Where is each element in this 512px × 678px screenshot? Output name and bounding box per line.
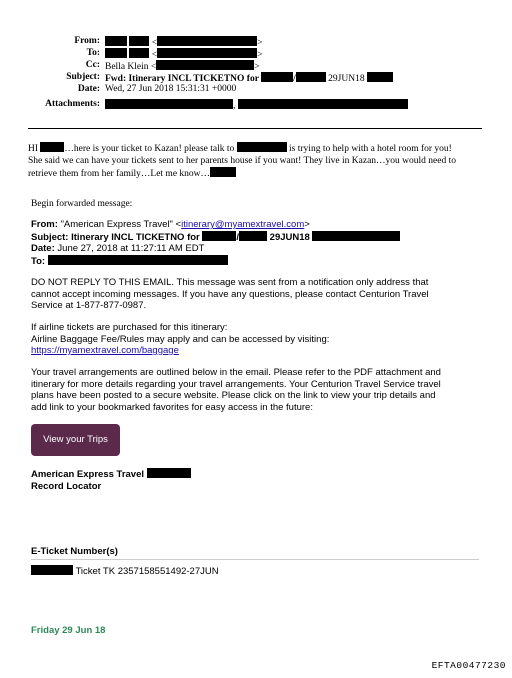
from-email-link[interactable]: itinerary@myamextravel.com [181, 219, 305, 230]
redaction [238, 99, 408, 109]
redaction [210, 167, 236, 177]
redaction [261, 72, 293, 82]
redaction [40, 142, 64, 152]
date-value: Wed, 27 Jun 2018 15:31:31 +0000 [105, 84, 237, 94]
redaction [156, 60, 254, 70]
eticket-header: E-Ticket Number(s) [31, 546, 118, 557]
subject-value: Fwd: Itinerary INCL TICKETNO for / 29JUN18 [105, 72, 393, 85]
cc-value: Bella Klein < > [105, 62, 260, 72]
redaction [157, 36, 257, 46]
attachments-value[interactable]: , [105, 99, 408, 112]
redaction [147, 468, 191, 478]
redaction [296, 72, 326, 82]
fwd-date-row: Date: June 27, 2018 at 11:27:11 AM EDT [31, 243, 205, 254]
message-line-1: HI …here is your ticket to Kazan! please talk to is trying to help with a hotel room for you! [28, 144, 452, 154]
redaction [105, 36, 127, 46]
date-label: Date: [77, 84, 100, 94]
redaction [129, 48, 149, 58]
redaction [312, 231, 400, 241]
redaction [239, 231, 267, 241]
to-value: < > [105, 48, 262, 61]
redaction [105, 99, 233, 109]
redaction [129, 36, 149, 46]
subject-label: Subject: [66, 72, 100, 82]
fwd-to-row: To: [31, 255, 486, 268]
personal-message [28, 142, 490, 181]
from-label: From: [74, 36, 100, 46]
record-locator-label: Record Locator [31, 480, 102, 492]
from-value: < > [105, 36, 262, 49]
record-locator-block [31, 468, 486, 492]
begin-forwarded: Begin forwarded message: [31, 199, 133, 209]
fwd-from-row: From: "American Express Travel" <itinerary@myamextravel.com> [31, 219, 310, 230]
forwarded-header [31, 219, 486, 267]
attachments-label: Attachments: [45, 99, 100, 109]
redaction [157, 48, 257, 58]
baggage-link[interactable]: https://myamextravel.com/baggage [31, 345, 179, 356]
fwd-subject-row: Subject: Itinerary INCL TICKETNO for / 29JUN18 [31, 231, 486, 244]
notice-paragraph: DO NOT REPLY TO THIS EMAIL. This message was sent from a notification only address that cannot accept incoming messages. If you have any questions, please contact Centurion Travel Service at 1-877-877-0987. [31, 277, 429, 311]
document-id: EFTA00477230 [431, 660, 506, 671]
redaction [48, 255, 228, 265]
header-divider [28, 128, 482, 129]
to-label: To: [86, 48, 100, 58]
message-line-3: retrieve them from her family…Let me know… [28, 167, 490, 181]
redaction [105, 48, 127, 58]
redaction [202, 231, 236, 241]
eticket-divider [31, 559, 479, 560]
cc-label: Cc: [85, 60, 100, 70]
redaction [31, 565, 73, 575]
view-trips-button[interactable]: View your Trips [31, 424, 120, 456]
redaction [237, 142, 287, 152]
redaction [367, 72, 393, 82]
amex-label: American Express Travel [31, 469, 145, 480]
message-line-2: She said we can have your tickets sent to her parents house if you want! They live in Kazan…you would need to [28, 155, 457, 166]
date-heading: Friday 29 Jun 18 [31, 625, 106, 636]
baggage-paragraph: If airline tickets are purchased for this itinerary: Airline Baggage Fee/Rules may apply and can be accessed by visiting: https://myamextravel.com/baggage [31, 322, 330, 356]
arrangements-paragraph: Your travel arrangements are outlined below in the email. Please refer to the PDF attachment and itinerary for more details regarding your travel arrangements. Your Centurion Travel Service travel plans have been posted to a secure website. Please click on the link to view your trip details and add link to your bookmarked favorites for easy access in the future: [31, 367, 441, 413]
ticket-line: Ticket TK 2357158551492-27JUN [31, 565, 486, 578]
